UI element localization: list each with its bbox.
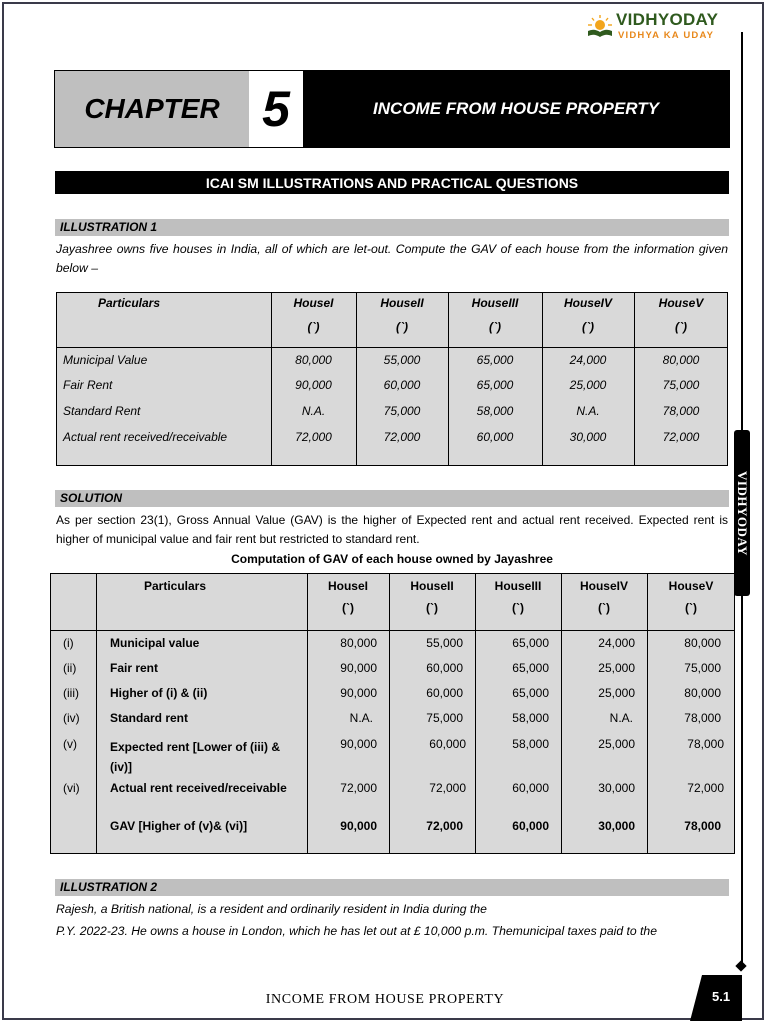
- table-cell: 80,000: [684, 636, 721, 650]
- solution-text: As per section 23(1), Gross Annual Value (GAV) is the higher of Expected rent and actual rent received. Expected rent is higher of municipal value and fair rent but restricted to standard rent.: [56, 513, 728, 546]
- sunrise-book-icon: [586, 14, 614, 40]
- vidhyoday-logo: [586, 10, 726, 44]
- currency-unit: (`): [675, 320, 687, 334]
- illustration-2-text-line-2: P.Y. 2022-23. He owns a house in London, which he has let out at £ 10,000 p.m. Themunicipal taxes paid to the: [56, 924, 657, 938]
- table-cell: 30,000: [598, 781, 635, 795]
- table-cell: 90,000: [340, 686, 377, 700]
- row-number: (iv): [63, 711, 80, 725]
- section-title: ICAI SM ILLUSTRATIONS AND PRACTICAL QUESTIONS: [55, 171, 729, 194]
- row-number: (i): [63, 636, 74, 650]
- currency-unit: (`): [396, 320, 408, 334]
- table-cell: 58,000: [512, 737, 549, 751]
- column-header-house: HouseI: [327, 579, 368, 593]
- row-label: Actual rent received/receivable: [110, 781, 287, 795]
- table-cell: 25,000: [598, 661, 635, 675]
- table-cell: 72,000: [662, 430, 700, 444]
- column-header-house: HouseV: [668, 579, 714, 593]
- currency-unit: (`): [582, 320, 594, 334]
- table-cell: 78,000: [662, 404, 700, 418]
- chapter-number: 5: [249, 71, 303, 147]
- row-label: Expected rent [Lower of (iii) & (iv)]: [110, 740, 281, 774]
- table-cell: 58,000: [476, 404, 514, 418]
- row-label: Fair Rent: [63, 378, 113, 392]
- solution-heading: SOLUTION: [55, 490, 729, 507]
- table-cell: 65,000: [512, 686, 549, 700]
- row-number: (ii): [63, 661, 77, 675]
- column-header-house: HouseII: [380, 296, 424, 310]
- currency-unit: (`): [342, 601, 354, 615]
- row-label: Municipal value: [110, 636, 200, 650]
- table-caption: Computation of GAV of each house owned by Jayashree: [231, 552, 553, 566]
- row-label: GAV [Higher of (v)& (vi)]: [110, 819, 248, 833]
- row-label: Standard Rent: [63, 404, 141, 418]
- table-cell: 65,000: [476, 378, 514, 392]
- table-cell: 55,000: [383, 353, 421, 367]
- chapter-title: INCOME FROM HOUSE PROPERTY: [303, 71, 729, 147]
- table-cell: 65,000: [476, 353, 514, 367]
- table-cell: N.A.: [609, 711, 633, 725]
- table-cell: 60,000: [476, 430, 514, 444]
- table-cell: 72,000: [383, 430, 421, 444]
- table-cell: N.A.: [301, 404, 326, 418]
- table-cell: 24,000: [598, 636, 635, 650]
- table-header-divider: [50, 630, 735, 631]
- table-cell: 78,000: [684, 819, 721, 833]
- illustration-1-heading: ILLUSTRATION 1: [55, 219, 729, 236]
- table-cell: 65,000: [512, 661, 549, 675]
- row-number: (iii): [63, 686, 79, 700]
- currency-unit: (`): [685, 601, 697, 615]
- table-cell: 25,000: [598, 686, 635, 700]
- table-cell: 75,000: [426, 711, 463, 725]
- illustration-1-text: Jayashree owns five houses in India, all of which are let-out. Compute the GAV of each house from the information given below –: [56, 242, 728, 275]
- row-label: Actual rent received/receivable: [63, 430, 228, 444]
- table-cell: 60,000: [383, 378, 421, 392]
- column-header-house: HouseIV: [579, 579, 628, 593]
- row-label: Higher of (i) & (ii): [110, 686, 208, 700]
- brand-name: VIDHYODAY: [616, 10, 719, 29]
- table-cell: 30,000: [569, 430, 607, 444]
- table-cell: 90,000: [340, 661, 377, 675]
- table-cell: 90,000: [340, 737, 377, 751]
- row-number: (v): [63, 737, 77, 751]
- table-cell: 80,000: [340, 636, 377, 650]
- page-number: 5.1: [712, 989, 731, 1004]
- table-cell: 90,000: [340, 819, 377, 833]
- table-cell: 75,000: [383, 404, 421, 418]
- currency-unit: (`): [598, 601, 610, 615]
- column-divider: [96, 573, 97, 854]
- table-cell: 55,000: [426, 636, 463, 650]
- table-cell: 72,000: [687, 781, 724, 795]
- table-cell: 72,000: [426, 819, 463, 833]
- table-cell: 78,000: [684, 711, 721, 725]
- table-cell: 60,000: [426, 686, 463, 700]
- column-header-house: HouseII: [410, 579, 454, 593]
- currency-unit: (`): [512, 601, 524, 615]
- table-cell: 60,000: [512, 781, 549, 795]
- table-cell: 80,000: [662, 353, 700, 367]
- row-label: Standard rent: [110, 711, 189, 725]
- table-cell: 75,000: [684, 661, 721, 675]
- illustration-2-text-line-1: Rajesh, a British national, is a resident and ordinarily resident in India during the: [56, 902, 487, 916]
- footer-chapter-title: INCOME FROM HOUSE PROPERTY: [265, 992, 505, 1007]
- column-header-house: HouseV: [658, 296, 704, 310]
- row-number: (vi): [63, 781, 80, 795]
- table-cell: 65,000: [512, 636, 549, 650]
- table-cell: 78,000: [687, 737, 724, 751]
- table-cell: 90,000: [295, 378, 332, 392]
- table-cell: 72,000: [429, 781, 466, 795]
- chapter-label: CHAPTER: [84, 93, 220, 124]
- table-cell: N.A.: [576, 404, 600, 418]
- column-header-particulars: Particulars: [97, 296, 161, 310]
- table-cell: 25,000: [569, 378, 607, 392]
- table-cell: 30,000: [598, 819, 635, 833]
- table-cell: 60,000: [512, 819, 549, 833]
- table-cell: 72,000: [295, 430, 332, 444]
- table-cell: 80,000: [684, 686, 721, 700]
- currency-unit: (`): [489, 320, 501, 334]
- table-header-divider: [56, 347, 728, 348]
- brand-tagline: VIDHYA KA UDAY: [618, 30, 715, 41]
- table-cell: 80,000: [295, 353, 332, 367]
- illustration-2-heading: ILLUSTRATION 2: [55, 879, 729, 896]
- table-cell: 58,000: [512, 711, 549, 725]
- table-cell: 25,000: [598, 737, 635, 751]
- side-tab-label: VIDHYODAY: [735, 470, 750, 556]
- column-header-house: HouseIII: [494, 579, 542, 593]
- column-header-house: HouseI: [293, 296, 334, 310]
- table-cell: 75,000: [662, 378, 700, 392]
- table-cell: 72,000: [340, 781, 377, 795]
- table-cell: N.A.: [349, 711, 373, 725]
- row-label: Fair rent: [110, 661, 159, 675]
- table-cell: 24,000: [569, 353, 607, 367]
- currency-unit: (`): [426, 601, 438, 615]
- table-cell: 60,000: [429, 737, 466, 751]
- column-header-particulars: Particulars: [143, 579, 207, 593]
- table-cell: 60,000: [426, 661, 463, 675]
- column-header-house: HouseIII: [471, 296, 519, 310]
- currency-unit: (`): [307, 320, 320, 334]
- column-header-house: HouseIV: [563, 296, 612, 310]
- row-label: Municipal Value: [63, 353, 148, 367]
